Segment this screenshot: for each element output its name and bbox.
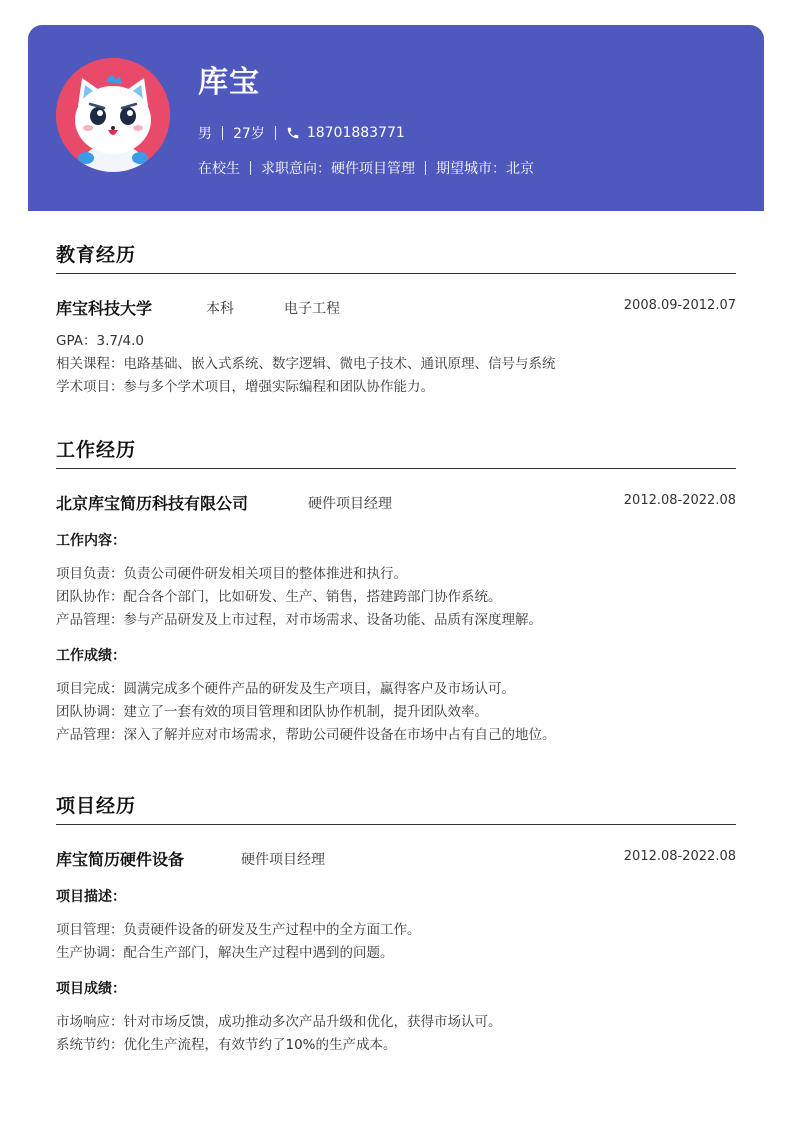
project-result-heading: 项目成绩： (56, 981, 126, 997)
divider (250, 161, 251, 175)
project-entry-header (56, 847, 736, 871)
phone-icon (286, 126, 300, 140)
candidate-name: 库宝 (198, 65, 260, 100)
work-content-heading: 工作内容： (56, 533, 126, 549)
phone-number[interactable]: 18701883771 (306, 125, 405, 141)
gender: 男 (198, 126, 212, 142)
expected-city: 期望城市：北京 (436, 161, 534, 177)
project-role: 硬件项目经理 (241, 852, 325, 868)
degree: 本科 (206, 301, 234, 317)
basic-info-row (198, 123, 405, 143)
status: 在校生 (198, 161, 240, 177)
divider (425, 161, 426, 175)
work-content-line: 团队协作：配合各个部门，比如研发、生产、销售，搭建跨部门协作系统。 (56, 589, 502, 605)
work-result-line: 项目完成：圆满完成多个硬件产品的研发及生产项目，赢得客户及市场认可。 (56, 681, 515, 697)
work-result-heading: 工作成绩： (56, 648, 126, 664)
education-line: GPA：3.7/4.0 (56, 333, 144, 349)
project-result-line: 市场响应：针对市场反馈，成功推动多次产品升级和优化，获得市场认可。 (56, 1014, 502, 1030)
major: 电子工程 (284, 301, 340, 317)
divider (275, 126, 276, 140)
date-range: 2008.09-2012.07 (623, 298, 736, 313)
job-role: 硬件项目经理 (308, 496, 392, 512)
job-info-row (198, 158, 534, 178)
project-desc-line: 项目管理：负责硬件设备的研发及生产过程中的全方面工作。 (56, 922, 421, 938)
avatar (56, 58, 170, 172)
work-section (56, 435, 736, 747)
job-intent: 求职意向：硬件项目管理 (261, 161, 415, 177)
education-entry-header (56, 296, 736, 320)
project-desc-heading: 项目描述： (56, 889, 126, 905)
company-name: 北京库宝简历科技有限公司 (56, 494, 249, 513)
date-range: 2012.08-2022.08 (623, 849, 736, 864)
age: 27岁 (233, 126, 265, 142)
resume-header (28, 25, 764, 211)
work-content-line: 项目负责：负责公司硬件研发相关项目的整体推进和执行。 (56, 566, 407, 582)
divider (222, 126, 223, 140)
work-result-line: 产品管理：深入了解并应对市场需求，帮助公司硬件设备在市场中占有自己的地位。 (56, 727, 556, 743)
work-entry-header (56, 491, 736, 515)
work-content-line: 产品管理：参与产品研发及上市过程，对市场需求、设备功能、品质有深度理解。 (56, 612, 542, 628)
education-line: 学术项目：参与多个学术项目，增强实际编程和团队协作能力。 (56, 379, 434, 395)
project-section (56, 791, 736, 1057)
education-line: 相关课程：电路基础、嵌入式系统、数字逻辑、微电子技术、通讯原理、信号与系统 (56, 356, 556, 372)
section-title: 教育经历 (56, 240, 736, 274)
date-range: 2012.08-2022.08 (623, 493, 736, 508)
project-name: 库宝简历硬件设备 (56, 850, 185, 869)
education-section (56, 240, 736, 399)
project-result-line: 系统节约：优化生产流程，有效节约了10%的生产成本。 (56, 1037, 397, 1053)
project-desc-line: 生产协调：配合生产部门，解决生产过程中遇到的问题。 (56, 945, 394, 961)
school-name: 库宝科技大学 (56, 299, 153, 318)
work-result-line: 团队协调：建立了一套有效的项目管理和团队协作机制，提升团队效率。 (56, 704, 488, 720)
section-title: 项目经历 (56, 791, 736, 825)
cat-mascot-icon (56, 58, 170, 172)
section-title: 工作经历 (56, 435, 736, 469)
